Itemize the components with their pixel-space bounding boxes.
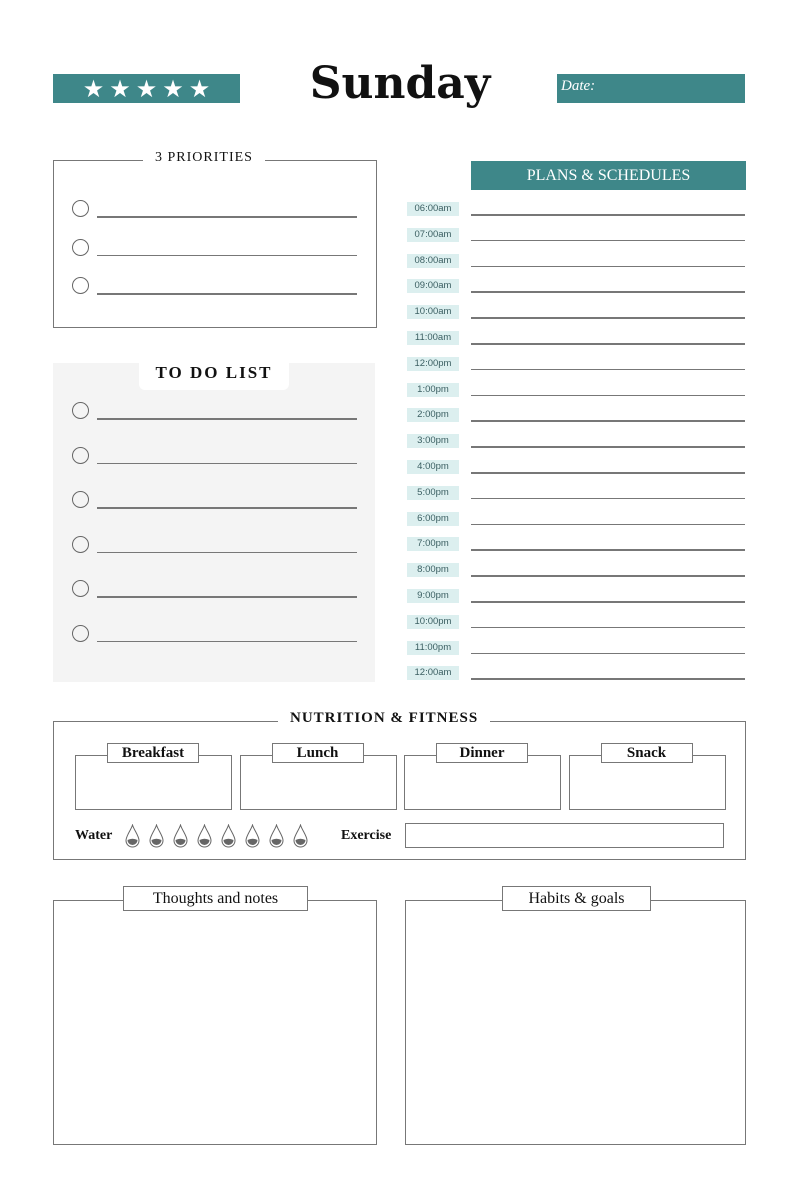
time-label: 10:00pm <box>407 615 459 629</box>
todo-line[interactable] <box>97 596 357 598</box>
schedule-line[interactable] <box>471 395 745 397</box>
water-drop-icon[interactable] <box>221 824 236 846</box>
schedule-line[interactable] <box>471 446 745 448</box>
rating-stars[interactable] <box>53 74 240 103</box>
schedule-line[interactable] <box>471 498 745 500</box>
schedule-line[interactable] <box>471 317 745 319</box>
habits-box[interactable] <box>405 900 746 1145</box>
todo-box <box>53 363 375 682</box>
meal-label: Breakfast <box>107 743 199 763</box>
meal-label: Lunch <box>272 743 364 763</box>
date-field[interactable] <box>557 74 745 103</box>
priority-checkbox[interactable] <box>72 239 89 256</box>
priorities-title: 3 PRIORITIES <box>143 150 265 166</box>
todo-checkbox[interactable] <box>72 625 89 642</box>
date-label: Date: <box>561 78 596 94</box>
time-label: 4:00pm <box>407 460 459 474</box>
schedule-line[interactable] <box>471 214 745 216</box>
todo-checkbox[interactable] <box>72 402 89 419</box>
time-label: 9:00pm <box>407 589 459 603</box>
water-drop-icon[interactable] <box>269 824 284 846</box>
water-drop-icon[interactable] <box>149 824 164 846</box>
todo-checkbox[interactable] <box>72 580 89 597</box>
thoughts-box[interactable] <box>53 900 377 1145</box>
meal-label: Dinner <box>436 743 528 763</box>
plans-title: PLANS & SCHEDULES <box>471 161 746 190</box>
todo-line[interactable] <box>97 507 357 509</box>
time-label: 12:00pm <box>407 357 459 371</box>
water-drop-icon[interactable] <box>197 824 212 846</box>
meal-box-dinner[interactable] <box>404 755 561 810</box>
todo-title: TO DO LIST <box>139 357 289 390</box>
schedule-line[interactable] <box>471 549 745 551</box>
todo-checkbox[interactable] <box>72 447 89 464</box>
meal-box-snack[interactable] <box>569 755 726 810</box>
priorities-box <box>53 160 377 328</box>
meal-box-lunch[interactable] <box>240 755 397 810</box>
water-drop-icon[interactable] <box>245 824 260 846</box>
star-icon[interactable]: ★ <box>162 74 184 103</box>
time-label: 08:00am <box>407 254 459 268</box>
schedule-line[interactable] <box>471 240 745 242</box>
meal-box-breakfast[interactable] <box>75 755 232 810</box>
time-label: 6:00pm <box>407 512 459 526</box>
todo-checkbox[interactable] <box>72 491 89 508</box>
priority-line[interactable] <box>97 216 357 218</box>
star-icon[interactable]: ★ <box>109 74 131 103</box>
todo-line[interactable] <box>97 418 357 420</box>
time-label: 5:00pm <box>407 486 459 500</box>
schedule-line[interactable] <box>471 420 745 422</box>
exercise-input[interactable] <box>405 823 724 848</box>
thoughts-title: Thoughts and notes <box>123 886 308 911</box>
schedule-line[interactable] <box>471 472 745 474</box>
priority-checkbox[interactable] <box>72 200 89 217</box>
todo-line[interactable] <box>97 552 357 554</box>
star-icon[interactable]: ★ <box>82 74 105 103</box>
star-icon[interactable]: ★ <box>188 74 211 103</box>
water-drop-icon[interactable] <box>293 824 308 846</box>
schedule-line[interactable] <box>471 627 745 629</box>
schedule-line[interactable] <box>471 343 745 345</box>
water-drop-icon[interactable] <box>125 824 140 846</box>
time-label: 3:00pm <box>407 434 459 448</box>
schedule-line[interactable] <box>471 601 745 603</box>
time-label: 1:00pm <box>407 383 459 397</box>
time-label: 10:00am <box>407 305 459 319</box>
exercise-label: Exercise <box>341 828 392 843</box>
priority-line[interactable] <box>97 293 357 295</box>
schedule-line[interactable] <box>471 653 745 655</box>
page-title: Sunday <box>309 58 491 109</box>
schedule-line[interactable] <box>471 291 745 293</box>
time-label: 11:00pm <box>407 641 459 655</box>
water-drop-icon[interactable] <box>173 824 188 846</box>
todo-checkbox[interactable] <box>72 536 89 553</box>
nutrition-title: NUTRITION & FITNESS <box>278 710 490 727</box>
time-label: 07:00am <box>407 228 459 242</box>
schedule-line[interactable] <box>471 678 745 680</box>
time-label: 8:00pm <box>407 563 459 577</box>
water-label: Water <box>75 828 113 843</box>
time-label: 7:00pm <box>407 537 459 551</box>
time-label: 2:00pm <box>407 408 459 422</box>
time-label: 09:00am <box>407 279 459 293</box>
time-label: 06:00am <box>407 202 459 216</box>
priority-checkbox[interactable] <box>72 277 89 294</box>
schedule-line[interactable] <box>471 524 745 526</box>
star-icon[interactable]: ★ <box>135 74 158 103</box>
priority-line[interactable] <box>97 255 357 257</box>
schedule-line[interactable] <box>471 369 745 371</box>
time-label: 12:00am <box>407 666 459 680</box>
schedule-line[interactable] <box>471 266 745 268</box>
habits-title: Habits & goals <box>502 886 651 911</box>
todo-line[interactable] <box>97 641 357 643</box>
schedule-line[interactable] <box>471 575 745 577</box>
meal-label: Snack <box>601 743 693 763</box>
time-label: 11:00am <box>407 331 459 345</box>
todo-line[interactable] <box>97 463 357 465</box>
